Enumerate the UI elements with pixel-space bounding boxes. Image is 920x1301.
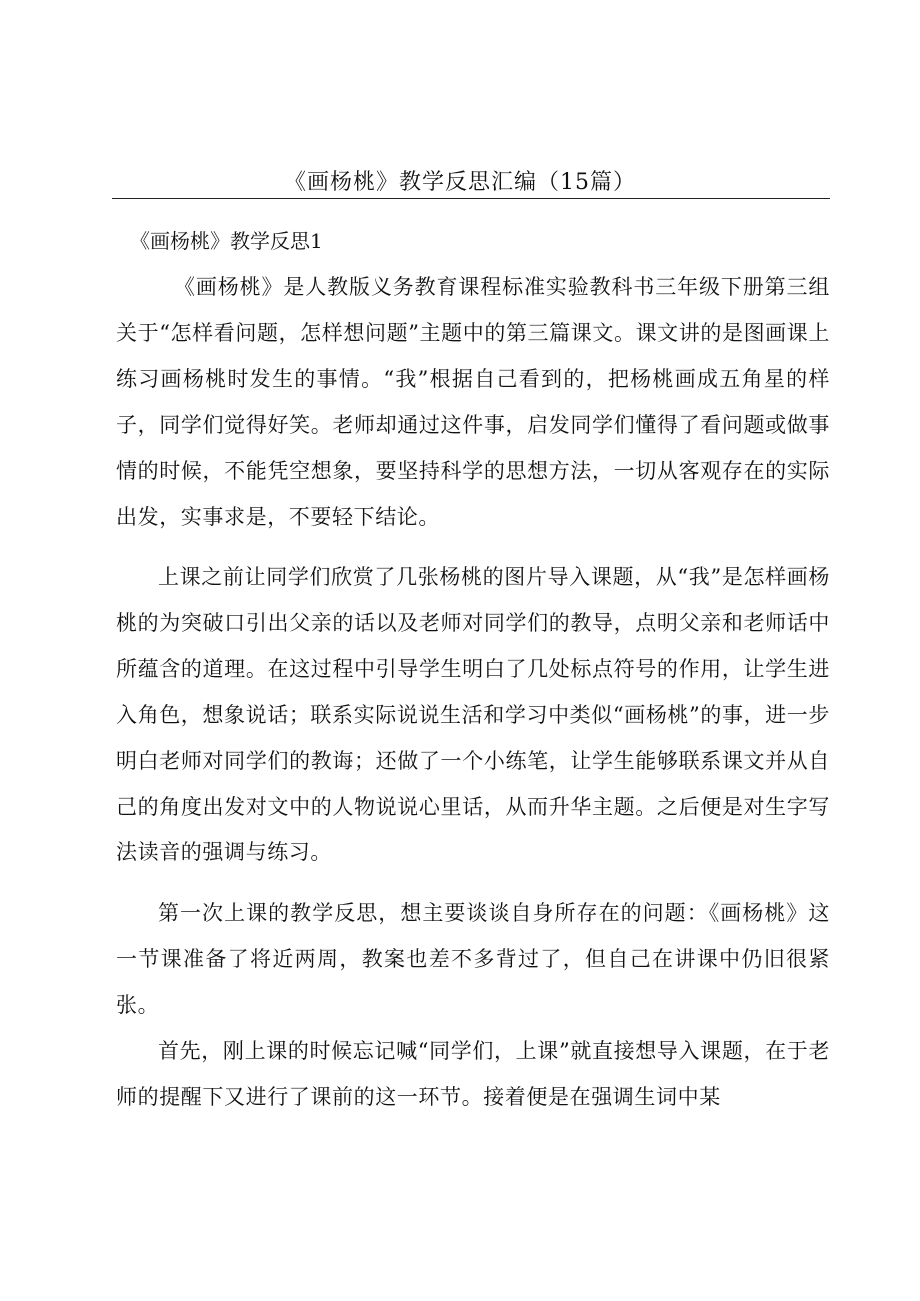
paragraph-4: 首先，刚上课的时候忘记喊“同学们，上课”就直接想导入课题，在于老师的提醒下又进行了课前的这一环节。接着便是在强调生词中某 xyxy=(116,1039,830,1109)
paragraph-2: 上课之前让同学们欣赏了几张杨桃的图片导入课题，从“我”是怎样画杨桃的为突破口引出父亲的话以及老师对同学们的教导，点明父亲和老师话中所蕴含的道理。在这过程中引导学生明白了几处标点符号的作用，让学生进入角色，想象说话；联系实际说说生活和学习中类似“画杨桃”的事，进一步明白老师对同学们的教诲；还做了一个小练笔，让学生能够联系课文并从自己的角度出发对文中的人物说说心里话，从而升华主题。之后便是对生字写法读音的强调与练习。 xyxy=(116,565,830,865)
document-title: 《画杨桃》教学反思汇编（15篇） xyxy=(284,170,636,195)
paragraph-1: 《画杨桃》是人教版义务教育课程标准实验教科书三年级下册第三组关于“怎样看问题，怎样想问题”主题中的第三篇课文。课文讲的是图画课上练习画杨桃时发生的事情。“我”根据自己看到的，把杨桃画成五角星的样子，同学们觉得好笑。老师却通过这件事，启发同学们懂得了看问题或做事情的时候，不能凭空想象，要坚持科学的思想方法，一切从客观存在的实际出发，实事求是，不要轻下结论。 xyxy=(116,275,830,529)
title-underline xyxy=(112,198,830,199)
section-heading: 《画杨桃》教学反思1 xyxy=(130,229,323,253)
paragraph-3: 第一次上课的教学反思，想主要谈谈自身所存在的问题：《画杨桃》这一节课准备了将近两周，教案也差不多背过了，但自己在讲课中仍旧很紧张。 xyxy=(116,901,830,1017)
